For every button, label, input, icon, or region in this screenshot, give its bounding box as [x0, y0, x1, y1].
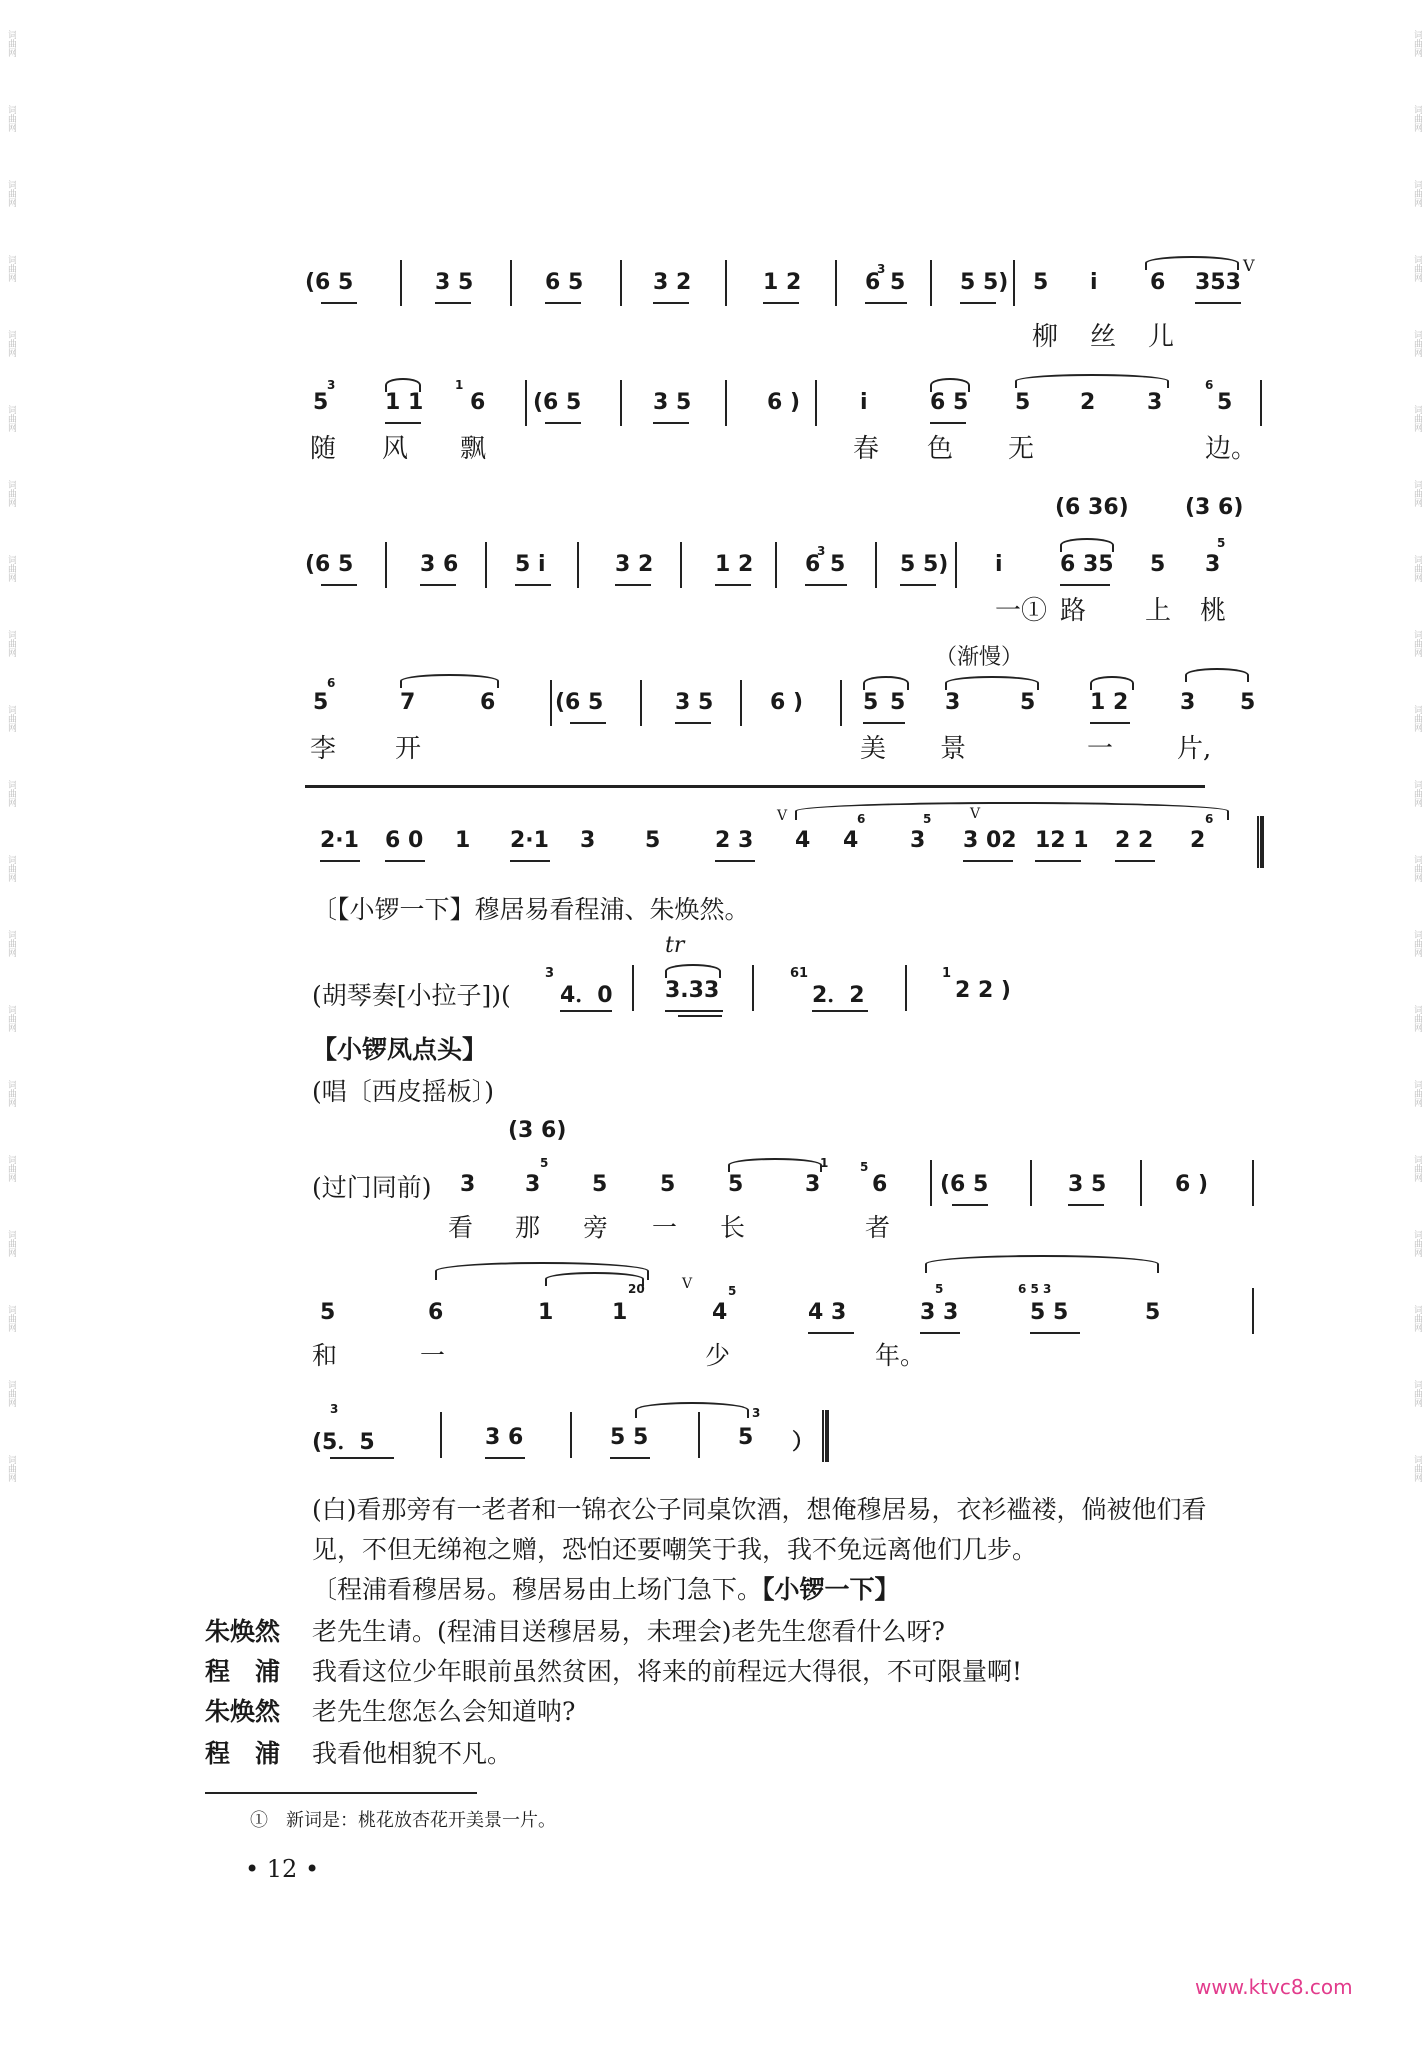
note: 3 2 [653, 270, 692, 295]
page-number: • 12 • [245, 1855, 320, 1883]
note: 6 [1150, 270, 1166, 295]
huqin-note: 4．0 [560, 983, 613, 1008]
huqin-note: 2．2 [812, 983, 865, 1008]
footnote: ① 新词是：桃花放杏花开美景一片。 [250, 1810, 556, 1831]
note: (6 5 [305, 270, 354, 295]
trill-mark: tr [665, 933, 685, 958]
note: 5 [890, 270, 906, 295]
guomen-label: (过门同前) [312, 1173, 432, 1202]
huqin-label: (胡琴奏[小拉子])( [312, 981, 511, 1010]
note: 6 5 [545, 270, 584, 295]
dialogue-bai-2: 见，不但无绨袍之赠，恐怕还要嘲笑于我，我不免远离他们几步。 [312, 1535, 1038, 1564]
dialogue-bai-1: (白)看那旁有一老者和一锦衣公子同桌饮酒，想俺穆居易，衣衫褴褛，倘被他们看 [312, 1495, 1207, 1524]
stage-direction-2: 〔程浦看穆居易。穆居易由上场门急下。【小锣一下】 [312, 1575, 900, 1604]
watermark-url: www.ktvc8.com [1195, 1975, 1353, 1999]
note: 5 5) [960, 270, 1009, 295]
extended-slur [305, 785, 1205, 788]
note: i [1090, 270, 1098, 295]
above-note: (3 6) [508, 1118, 567, 1143]
luogu-label: 【小锣凤点头】 [312, 1035, 488, 1064]
note: 3 5 [435, 270, 474, 295]
stage-direction-1: 〔【小锣一下】穆居易看程浦、朱焕然。 [312, 895, 750, 924]
note: 5 [1033, 270, 1049, 295]
note: 6 [865, 270, 881, 295]
note: 353 [1195, 270, 1241, 295]
footnote-rule [205, 1792, 477, 1794]
right-watermark: 词曲网 词曲网 词曲网 词曲网 词曲网 词曲网 词曲网 词曲网 词曲网 词曲网 词曲网 词曲网 词曲网 词曲网 词曲网 词曲网 词曲网 词曲网 词曲网 词曲网 [1412, 30, 1422, 1482]
huqin-note: 3.33 [665, 978, 720, 1003]
sing-label: (唱〔西皮摇板〕) [312, 1077, 495, 1106]
huqin-note: 2 2 ) [955, 978, 1011, 1003]
left-watermark: 词曲网 词曲网 词曲网 词曲网 词曲网 词曲网 词曲网 词曲网 词曲网 词曲网 词曲网 词曲网 词曲网 词曲网 词曲网 词曲网 词曲网 词曲网 词曲网 词曲网 [6, 30, 16, 1482]
note: 1 2 [763, 270, 802, 295]
